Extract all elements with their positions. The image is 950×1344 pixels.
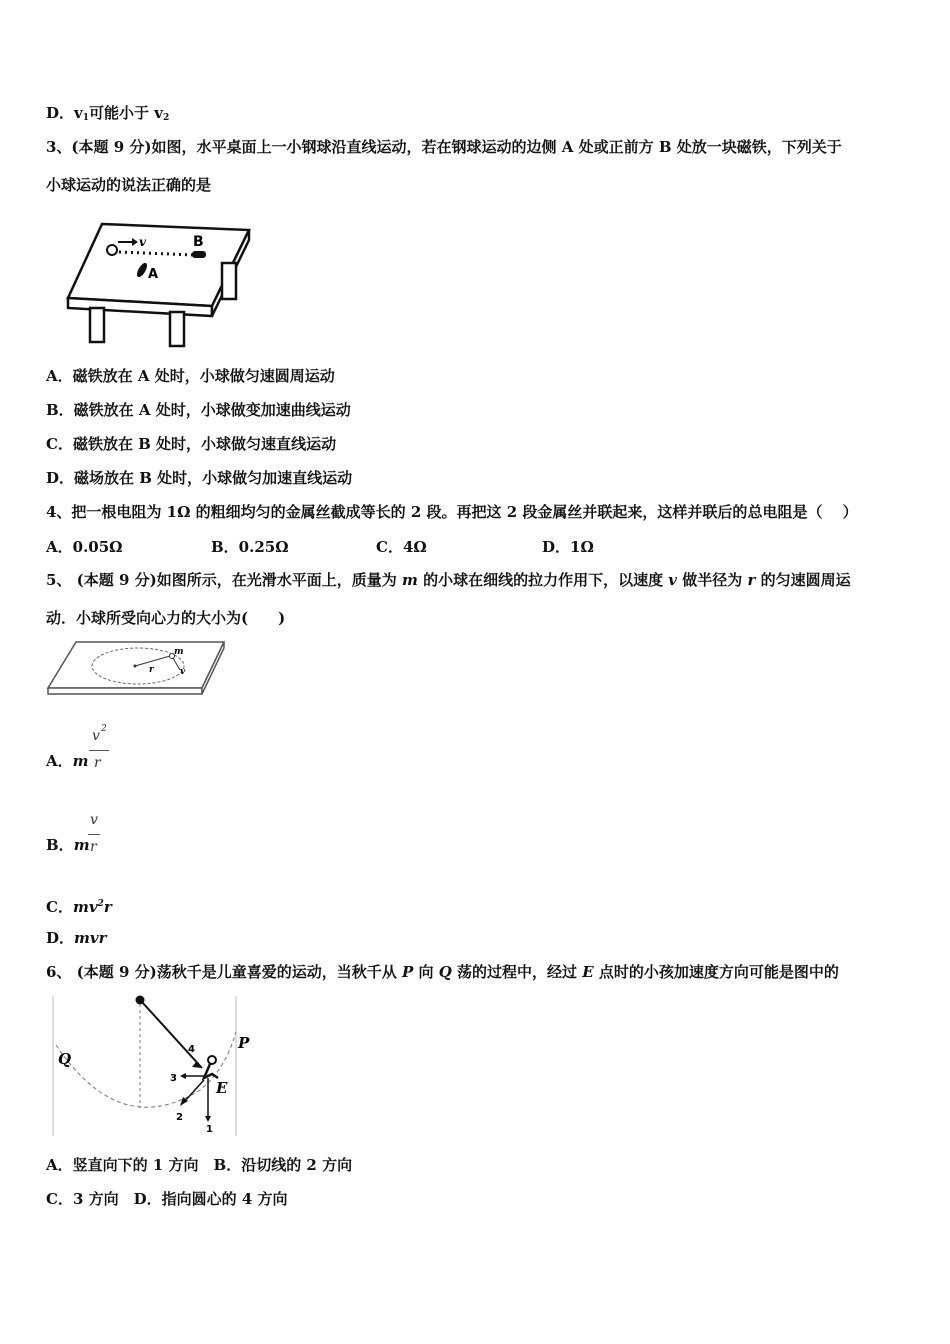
svg-text:3: 3	[170, 1073, 177, 1084]
q4-stem: 4、把一根电阻为 1Ω 的粗细均匀的金属丝截成等长的 2 段。再把这 2 段金属丝并联起来，这样并联后的总电阻是（ ）	[46, 503, 858, 521]
q3-table-figure	[62, 218, 257, 350]
svg-text:Q: Q	[58, 1050, 72, 1068]
q4-option-a: A．0.05Ω	[46, 538, 123, 556]
svg-text:v: v	[180, 667, 186, 677]
magnet-b	[192, 251, 206, 258]
swing-arc	[56, 1032, 236, 1107]
table-leg	[170, 312, 184, 346]
q6-options-line2: C．3 方向 D．指向圆心的 4 方向	[46, 1190, 288, 1208]
svg-text:4: 4	[188, 1044, 195, 1055]
table-leg	[90, 308, 104, 342]
q5-stem-line2: 动．小球所受向心力的大小为( )	[46, 609, 286, 627]
q3-stem-line1: 3、(本题 9 分)如图，水平桌面上一小钢球沿直线运动，若在钢球运动的边侧 A 处或正前方 B 处放一块磁铁，下列关于	[46, 138, 842, 156]
label-a: A	[148, 267, 159, 282]
q4-option-c: C．4Ω	[376, 538, 427, 556]
q5-stem-line1: 5、 (本题 9 分)如图所示，在光滑水平面上，质量为 m 的小球在细线的拉力作用下，以速度 v 做半径为 r 的匀速圆周运	[46, 571, 851, 589]
q4-option-d: D．1Ω	[542, 538, 594, 556]
velocity-label: v	[139, 235, 146, 249]
svg-text:2: 2	[176, 1112, 183, 1123]
q5-option-b-fraction: v r	[88, 812, 102, 862]
q5-option-a-fraction: v 2 r	[89, 728, 111, 778]
q2-option-d: D．$v_1$可能小于 $v_2$	[46, 104, 170, 123]
steel-ball	[107, 245, 117, 255]
label-b: B	[193, 234, 204, 250]
q3-option-c: C．磁铁放在 B 处时，小球做匀速直线运动	[46, 435, 337, 453]
svg-text:r: r	[149, 665, 154, 675]
q6-options-line1: A．竖直向下的 1 方向 B．沿切线的 2 方向	[46, 1156, 353, 1174]
svg-text:m: m	[174, 647, 184, 657]
svg-text:P: P	[238, 1034, 250, 1052]
q6-stem: 6、 (本题 9 分)荡秋千是儿童喜爱的运动，当秋千从 P 向 Q 荡的过程中，经过 E 点时的小孩加速度方向可能是图中的	[46, 963, 839, 981]
q3-option-d: D．磁场放在 B 处时，小球做匀加速直线运动	[46, 469, 353, 487]
q5-option-d: D．mvr	[46, 929, 107, 947]
swing-rope	[142, 1002, 202, 1068]
q6-swing-figure	[50, 990, 255, 1138]
q4-option-b: B．0.25Ω	[211, 538, 289, 556]
q3-option-b: B．磁铁放在 A 处时，小球做变加速曲线运动	[46, 401, 351, 419]
q5-plane-figure	[46, 638, 228, 700]
child-figure	[208, 1056, 216, 1064]
table-leg	[222, 263, 236, 299]
q5-option-c: C．$mv^2r$	[46, 898, 112, 916]
q3-stem-line2: 小球运动的说法正确的是	[46, 176, 212, 194]
q3-option-a: A．磁铁放在 A 处时，小球做匀速圆周运动	[46, 367, 335, 385]
svg-text:E: E	[216, 1079, 228, 1097]
svg-text:1: 1	[206, 1124, 213, 1135]
direction-2-arrow	[184, 1080, 204, 1102]
q5-option-a: A．m	[46, 752, 89, 770]
q5-option-b: B．m	[46, 836, 90, 854]
